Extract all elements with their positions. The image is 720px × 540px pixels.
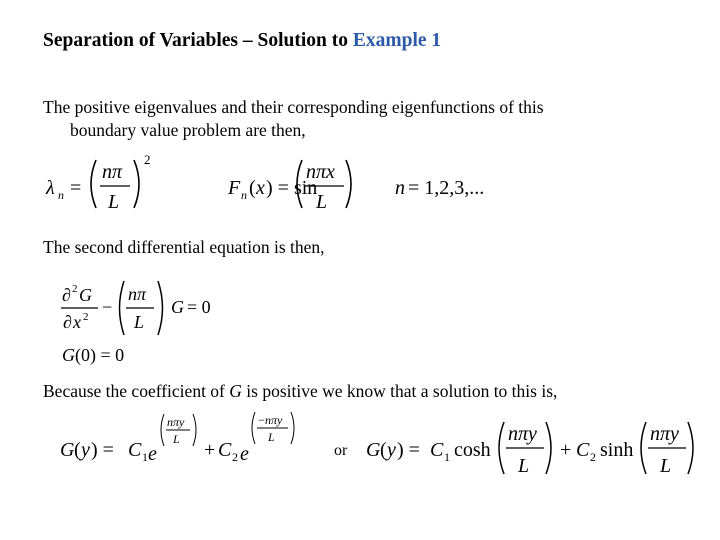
svg-text:−: − bbox=[258, 413, 265, 427]
svg-text:1: 1 bbox=[444, 450, 450, 464]
svg-text:L: L bbox=[134, 312, 145, 332]
svg-text:−: − bbox=[102, 297, 113, 317]
ode-formula bbox=[61, 281, 211, 335]
para-2: The second differential equation is then, bbox=[43, 237, 325, 257]
boundary-condition bbox=[62, 345, 124, 366]
svg-text:L: L bbox=[108, 191, 120, 213]
svg-text:nπ: nπ bbox=[102, 161, 123, 183]
ode-equations bbox=[58, 275, 258, 367]
svg-text:∂: ∂ bbox=[63, 312, 72, 332]
svg-text:y: y bbox=[387, 439, 396, 461]
svg-text:y: y bbox=[81, 439, 90, 461]
svg-text:n: n bbox=[58, 188, 64, 202]
para-3-post: is positive we know that a solution to this is, bbox=[241, 381, 558, 401]
svg-text:L: L bbox=[518, 455, 530, 477]
svg-text:λ: λ bbox=[46, 177, 55, 199]
example-link[interactable]: Example 1 bbox=[352, 30, 442, 51]
eigenvalue-formula bbox=[45, 152, 151, 213]
svg-text:nπy: nπy bbox=[167, 415, 185, 429]
svg-text:(0) = 0: (0) = 0 bbox=[75, 345, 125, 365]
svg-text:L: L bbox=[316, 191, 328, 213]
svg-text:∂: ∂ bbox=[62, 285, 71, 305]
svg-text:2: 2 bbox=[232, 450, 238, 464]
para-3-var: G bbox=[229, 381, 242, 401]
svg-text:(: ( bbox=[249, 177, 256, 199]
svg-text:G: G bbox=[366, 439, 381, 461]
slide-title bbox=[43, 30, 441, 52]
svg-text:C: C bbox=[576, 439, 590, 461]
svg-text:(: ( bbox=[74, 439, 81, 461]
svg-text:G: G bbox=[79, 285, 92, 305]
n-range bbox=[395, 177, 484, 199]
svg-text:sinh: sinh bbox=[600, 439, 634, 461]
para-line-1: The positive eigenvalues and their corresponding eigenfunctions of this bbox=[43, 97, 544, 117]
solution-hyperbolic bbox=[362, 416, 704, 480]
svg-text:n: n bbox=[241, 188, 247, 202]
svg-text:2: 2 bbox=[72, 283, 78, 295]
svg-text:x: x bbox=[73, 312, 81, 332]
svg-text:= 0: = 0 bbox=[187, 297, 211, 317]
svg-text:=: = bbox=[70, 177, 82, 199]
svg-text:2: 2 bbox=[83, 311, 89, 323]
svg-text:nπy: nπy bbox=[265, 413, 283, 427]
svg-text:C: C bbox=[430, 439, 444, 461]
para-3-pre: Because the coefficient of bbox=[43, 381, 230, 401]
svg-text:F: F bbox=[228, 177, 241, 199]
svg-text:nπy: nπy bbox=[650, 423, 679, 445]
svg-text:nπy: nπy bbox=[508, 423, 537, 445]
para-line-2: boundary value problem are then, bbox=[70, 120, 306, 140]
eigenfunction-formula bbox=[227, 160, 351, 213]
svg-text:) =: ) = bbox=[91, 439, 114, 461]
solution-exponential bbox=[56, 410, 316, 474]
svg-text:2: 2 bbox=[590, 450, 596, 464]
svg-text:) = sin: ) = sin bbox=[266, 177, 318, 199]
svg-text:x: x bbox=[256, 177, 265, 199]
svg-text:G: G bbox=[60, 439, 75, 461]
svg-text:+: + bbox=[560, 439, 572, 461]
svg-text:= 1,2,3,...: = 1,2,3,... bbox=[408, 177, 485, 199]
svg-text:L: L bbox=[660, 455, 672, 477]
or-label: or bbox=[334, 442, 348, 459]
svg-text:C: C bbox=[218, 439, 232, 461]
svg-text:n: n bbox=[395, 177, 405, 199]
svg-text:) =: ) = bbox=[397, 439, 420, 461]
title-text: Separation of Variables – Solution to bbox=[43, 30, 353, 51]
svg-text:nπx: nπx bbox=[306, 161, 335, 183]
svg-text:G: G bbox=[171, 297, 184, 317]
svg-text:2: 2 bbox=[144, 152, 151, 167]
svg-text:L: L bbox=[173, 432, 180, 446]
para-3 bbox=[43, 380, 557, 403]
svg-text:(: ( bbox=[380, 439, 387, 461]
svg-text:C: C bbox=[128, 439, 142, 461]
svg-text:nπ: nπ bbox=[128, 284, 147, 304]
svg-text:1: 1 bbox=[142, 450, 148, 464]
svg-text:e: e bbox=[240, 443, 249, 465]
svg-text:e: e bbox=[148, 443, 157, 465]
svg-text:G: G bbox=[62, 345, 75, 365]
svg-text:cosh: cosh bbox=[454, 439, 491, 461]
eigen-equations bbox=[40, 150, 500, 218]
svg-text:L: L bbox=[268, 430, 275, 444]
svg-text:+: + bbox=[204, 439, 216, 461]
